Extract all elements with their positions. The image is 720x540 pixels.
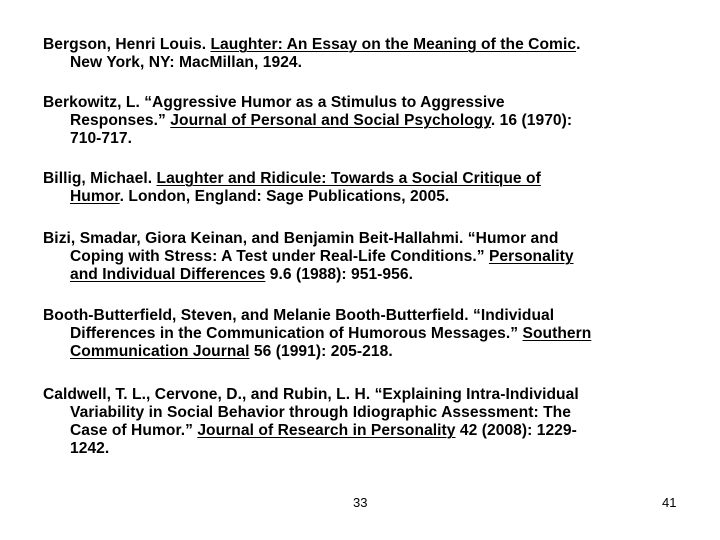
reference-title-text: Journal of Research in Personality [197,422,456,439]
reference-entry [43,386,683,458]
reference-title-text: Communication Journal [70,343,250,360]
reference-line [43,325,683,343]
reference-text: Berkowitz, L. “Aggressive Humor as a Stimulus to Aggressive [43,94,505,111]
reference-entry [43,230,683,284]
reference-line [43,94,683,112]
reference-line [43,266,683,284]
reference-title-text: Personality [488,248,574,265]
reference-title-text: and Individual Differences [70,266,266,283]
reference-line [43,54,683,72]
reference-title-text: Laughter and Ridicule: Towards a Social Critique of [156,170,541,187]
reference-title-text: Laughter: An Essay on the Meaning of the Comic [210,36,577,53]
reference-text: Booth-Butterfield, Steven, and Melanie Booth-Butterfield. “Individual [43,307,555,324]
reference-text: 9.6 (1988): 951-956. [265,266,413,283]
reference-text: Bizi, Smadar, Giora Keinan, and Benjamin Beit-Hallahmi. “Humor and [43,230,559,247]
reference-line [43,230,683,248]
reference-text: . 16 (1970): [490,112,573,129]
reference-text: 710-717. [70,130,132,147]
reference-line [43,112,683,130]
reference-line [43,422,683,440]
reference-title-text: Journal of Personal and Social Psychology [170,112,491,129]
reference-text: New York, NY: MacMillan, 1924. [70,54,303,71]
reference-entry [43,307,683,361]
reference-line [43,130,683,148]
reference-entry [43,170,683,206]
reference-text: Coping with Stress: A Test under Real-Life Conditions.” [70,248,489,265]
reference-line [43,307,683,325]
reference-text: . London, England: Sage Publications, 2005. [119,188,450,205]
reference-line [43,188,683,206]
reference-line [43,440,683,458]
slide-number: 33 [353,495,368,510]
reference-text: Caldwell, T. L., Cervone, D., and Rubin, L. H. “Explaining Intra-Individual [43,386,579,403]
reference-text: 42 (2008): 1229- [455,422,577,439]
reference-line [43,404,683,422]
reference-text: Bergson, Henri Louis. [43,36,211,53]
reference-line [43,170,683,188]
reference-text: Differences in the Communication of Humorous Messages.” [70,325,523,342]
reference-line [43,343,683,361]
page-number: 41 [662,495,677,510]
reference-text: 1242. [70,440,110,457]
reference-text: Responses.” [70,112,171,129]
reference-title-text: Humor [70,188,120,205]
reference-text: 56 (1991): 205-218. [249,343,393,360]
reference-line [43,386,683,404]
reference-title-text: Southern [522,325,592,342]
reference-text: Variability in Social Behavior through Idiographic Assessment: The [70,404,571,421]
reference-entry [43,36,683,72]
reference-text: Case of Humor.” [70,422,198,439]
reference-text: Billig, Michael. [43,170,157,187]
reference-line [43,248,683,266]
reference-line [43,36,683,54]
reference-text: . [576,36,581,53]
reference-entry [43,94,683,148]
